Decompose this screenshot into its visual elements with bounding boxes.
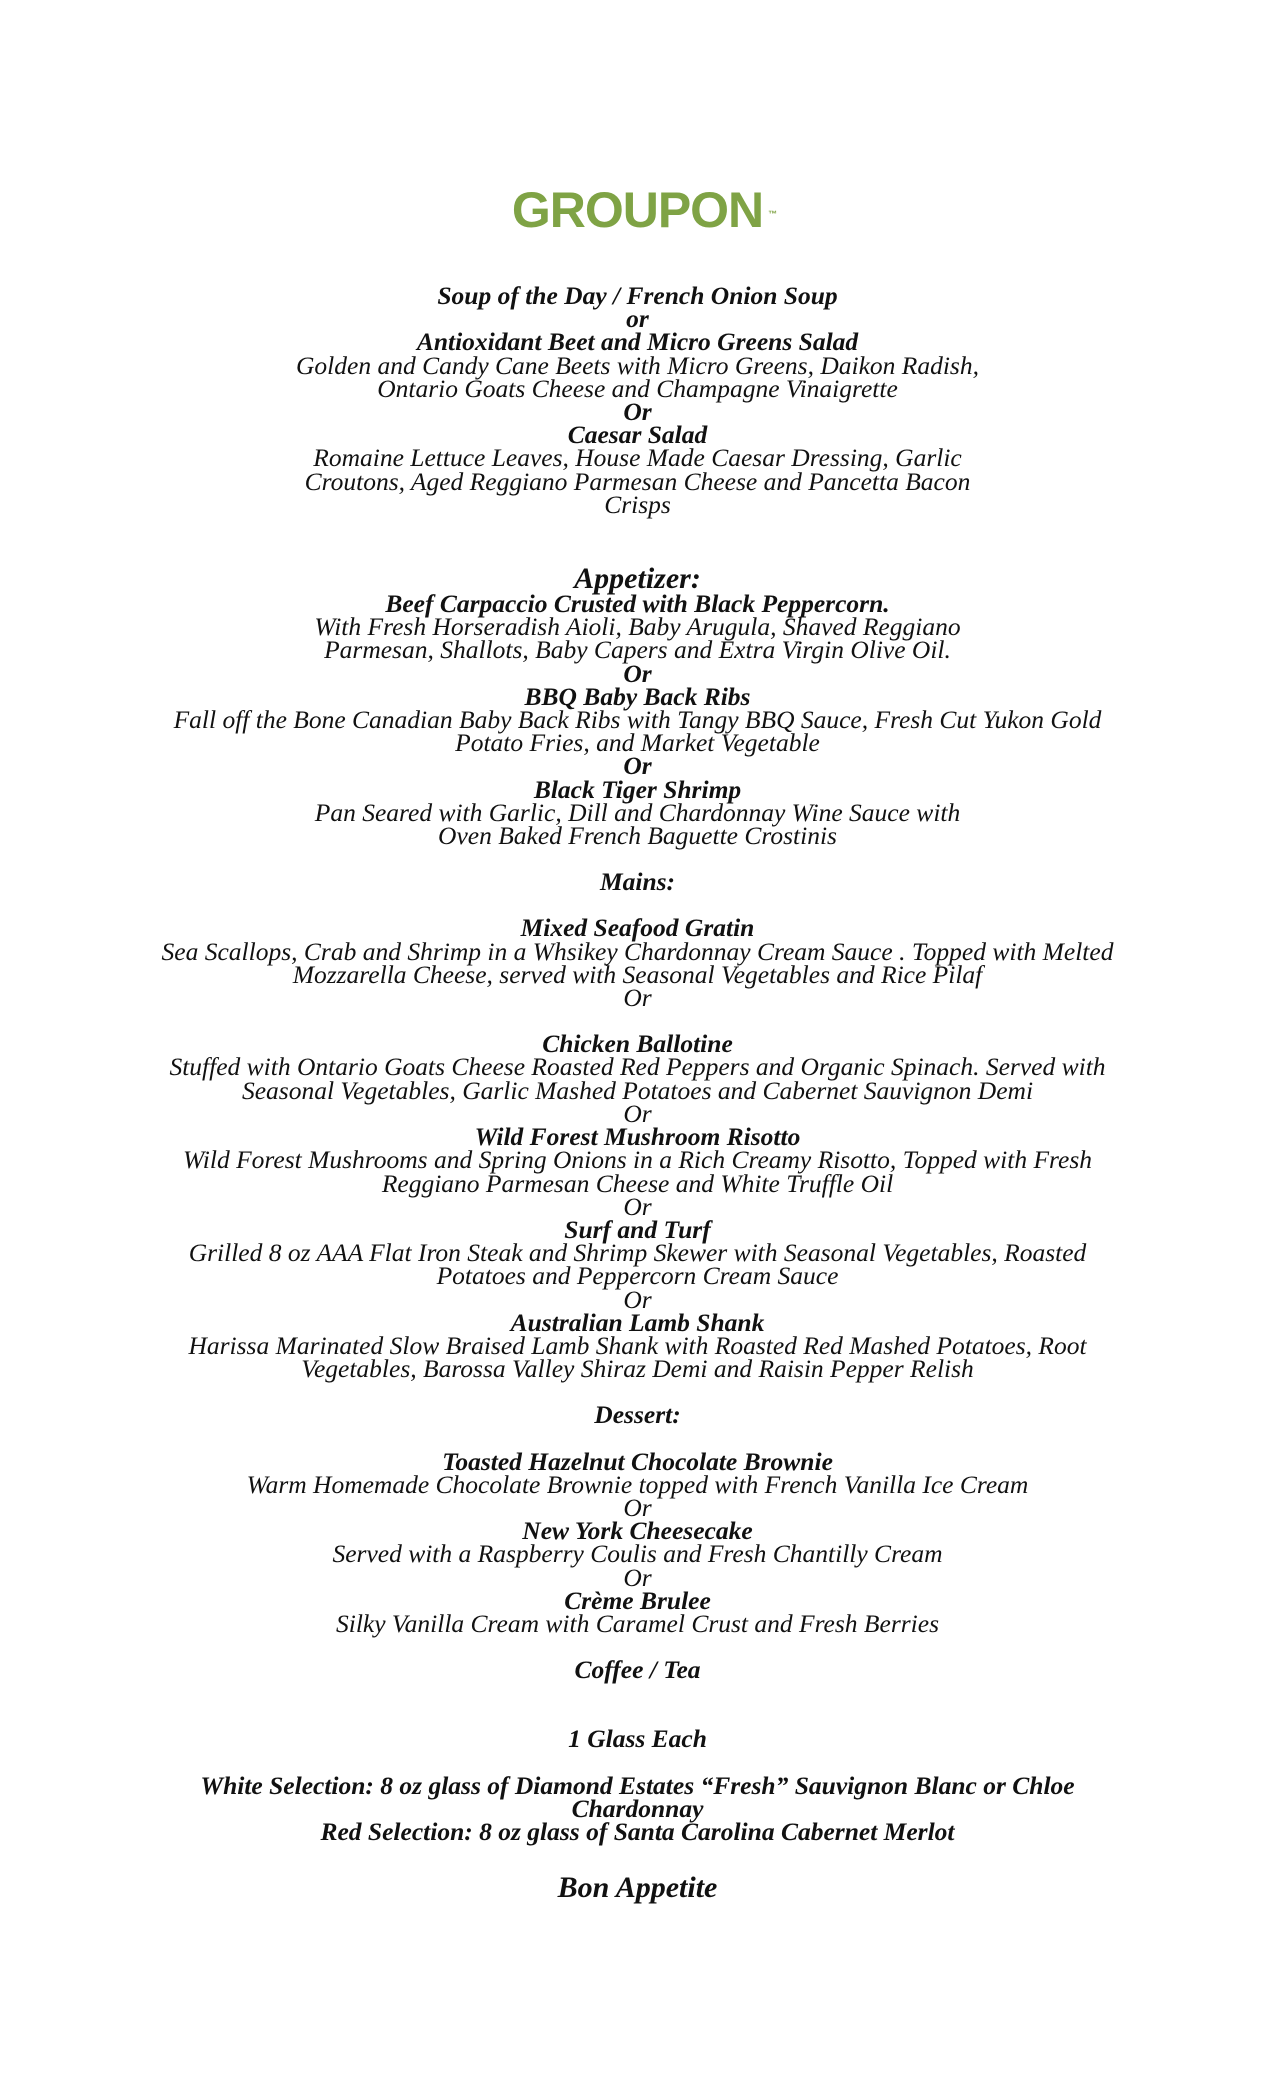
main1-title: Mixed Seafood Gratin [520, 913, 755, 943]
or-separator: Or [623, 1492, 652, 1522]
main3-desc-line: Wild Forest Mushrooms and Spring Onions in a Rich Creamy Risotto, Topped with Fresh [182, 1145, 1093, 1175]
main2-title: Chicken Ballotine [542, 1029, 733, 1059]
salad1-desc-line: Ontario Goats Cheese and Champagne Vinaigrette [377, 373, 898, 403]
dessert1-title: Toasted Hazelnut Chocolate Brownie [442, 1446, 833, 1476]
salad1-title: Antioxidant Beet and Micro Greens Salad [416, 327, 859, 357]
menu-body [100, 281, 1175, 1905]
dessert1-desc-line: Warm Homemade Chocolate Brownie topped with French Vanilla Ice Cream [246, 1469, 1029, 1499]
salad2-desc-line: Crisps [604, 489, 671, 519]
appetizer3-desc-line: Pan Seared with Garlic, Dill and Chardonnay Wine Sauce with [314, 797, 961, 827]
main1-desc-line: Sea Scallops, Crab and Shrimp in a Whsikey Chardonnay Cream Sauce . Topped with Melted [161, 936, 1114, 966]
mains-heading: Mains: [599, 867, 676, 897]
or-separator: Or [623, 751, 652, 781]
main4-title: Surf and Turf [564, 1214, 711, 1244]
appetizer1-desc-line: Parmesan, Shallots, Baby Capers and Extra Virgin Olive Oil. [324, 635, 951, 665]
logo-area [0, 182, 1275, 238]
appetizer2-desc-line: Potato Fries, and Market Vegetable [455, 728, 820, 758]
appetizer2-title: BBQ Baby Back Ribs [524, 681, 751, 711]
white-selection-line: Chardonnay [571, 1793, 704, 1823]
main2-desc-line: Seasonal Vegetables, Garlic Mashed Potatoes and Cabernet Sauvignon Demi [241, 1075, 1034, 1105]
or-separator: Or [623, 1191, 652, 1221]
or-separator: Or [623, 983, 652, 1013]
bon-appetite: Bon Appetite [557, 1871, 718, 1905]
salad2-title: Caesar Salad [567, 420, 708, 450]
or-separator: Or [623, 1284, 652, 1314]
main3-desc-line: Reggiano Parmesan Cheese and White Truffle Oil [381, 1168, 894, 1198]
salad1-desc-line: Golden and Candy Cane Beets with Micro Greens, Daikon Radish, [296, 350, 979, 380]
main1-desc-line: Mozzarella Cheese, served with Seasonal Vegetables and Rice Pilaf [292, 959, 983, 989]
or-separator: Or [623, 658, 652, 688]
main5-desc-line: Vegetables, Barossa Valley Shiraz Demi and Raisin Pepper Relish [301, 1354, 974, 1384]
main4-desc-line: Grilled 8 oz AAA Flat Iron Steak and Shrimp Skewer with Seasonal Vegetables, Roasted [188, 1238, 1087, 1268]
wine-heading: 1 Glass Each [568, 1724, 707, 1754]
main5-title: Australian Lamb Shank [510, 1307, 765, 1337]
dessert-heading: Dessert: [594, 1400, 681, 1430]
dessert3-desc-line: Silky Vanilla Cream with Caramel Crust and Fresh Berries [335, 1608, 939, 1638]
dessert2-desc-line: Served with a Raspberry Coulis and Fresh Chantilly Cream [332, 1539, 943, 1569]
main3-title: Wild Forest Mushroom Risotto [474, 1122, 801, 1152]
appetizer3-title: Black Tiger Shrimp [533, 774, 742, 804]
soup-title: Soup of the Day / French Onion Soup [437, 281, 838, 310]
white-selection-line: White Selection: 8 oz glass of Diamond Estates “Fresh” Sauvignon Blanc or Chloe [200, 1770, 1075, 1800]
main4-desc-line: Potatoes and Peppercorn Cream Sauce [436, 1261, 839, 1291]
main5-desc-line: Harissa Marinated Slow Braised Lamb Shank with Roasted Red Mashed Potatoes, Root [188, 1330, 1087, 1360]
appetizer-heading: Appetizer: [574, 562, 701, 596]
dessert3-title: Crème Brulee [564, 1585, 711, 1615]
groupon-logo [511, 182, 778, 238]
main2-desc-line: Stuffed with Ontario Goats Cheese Roasted Red Peppers and Organic Spinach. Served with [169, 1052, 1106, 1082]
red-selection: Red Selection: 8 oz glass of Santa Carolina Cabernet Merlot [320, 1816, 955, 1846]
appetizer1-desc-line: With Fresh Horseradish Aioli, Baby Arugula, Shaved Reggiano [314, 612, 961, 642]
salad2-desc-line: Croutons, Aged Reggiano Parmesan Cheese and Pancetta Bacon [304, 466, 971, 496]
coffee-tea: Coffee / Tea [574, 1655, 701, 1685]
or-separator: or [626, 304, 649, 334]
or-separator: Or [623, 397, 652, 427]
appetizer2-desc-line: Fall off the Bone Canadian Baby Back Ribs with Tangy BBQ Sauce, Fresh Cut Yukon Gold [173, 705, 1102, 735]
or-separator: Or [623, 1098, 652, 1128]
salad2-desc-line: Romaine Lettuce Leaves, House Made Caesar Dressing, Garlic [313, 443, 962, 473]
logo-trademark: ™ [768, 209, 778, 219]
dessert2-title: New York Cheesecake [522, 1516, 753, 1546]
appetizer3-desc-line: Oven Baked French Baguette Crostinis [438, 821, 837, 851]
or-separator: Or [623, 1562, 652, 1592]
logo-text: GROUPON [511, 182, 764, 238]
appetizer1-title: Beef Carpaccio Crusted with Black Peppercorn. [385, 589, 890, 619]
